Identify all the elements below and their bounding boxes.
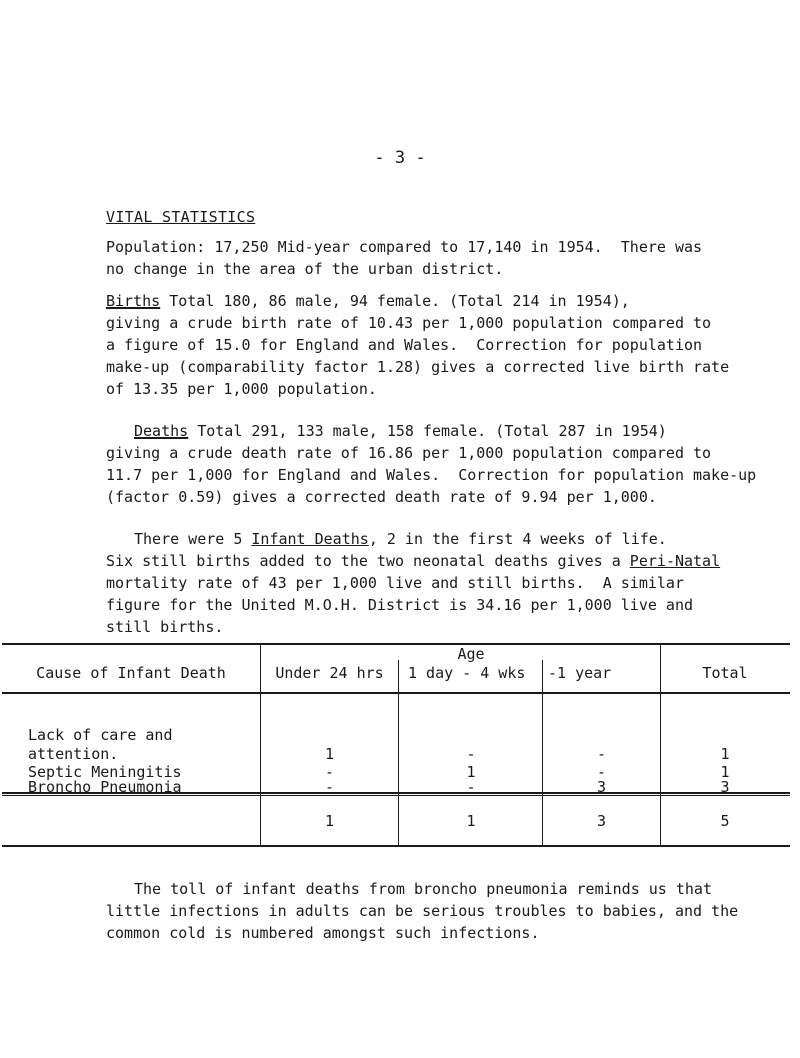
row-day-4wks: 1 bbox=[466, 763, 476, 781]
births-text: Total 180, 86 male, 94 female. (Total 214 in 1954), bbox=[160, 292, 630, 310]
row-under-24: 1 bbox=[324, 745, 335, 763]
closing-line: little infections in adults can be serious troubles to babies, and the bbox=[106, 902, 739, 920]
table-top-rule bbox=[2, 643, 790, 645]
births-label: Births bbox=[106, 292, 161, 310]
births-line: of 13.35 per 1,000 population. bbox=[106, 380, 377, 398]
infant-text: , 2 in the first 4 weeks of life. bbox=[368, 530, 667, 548]
infant-line: still births. bbox=[106, 618, 224, 636]
total-day-4wks: 1 bbox=[466, 812, 476, 830]
infant-text: There were 5 bbox=[134, 530, 252, 548]
row-cause: attention. bbox=[28, 745, 119, 763]
infant-line: mortality rate of 43 per 1,000 live and still births. A similar bbox=[106, 574, 684, 592]
total-year: 3 bbox=[596, 812, 607, 830]
table-bottom-rule bbox=[2, 845, 790, 847]
row-total: 1 bbox=[720, 745, 730, 763]
peri-natal-term: Peri-Natal bbox=[629, 552, 721, 570]
infant-line: figure for the United M.O.H. District is 34.16 per 1,000 live and bbox=[106, 596, 693, 614]
total-total: 5 bbox=[720, 812, 730, 830]
closing-paragraph bbox=[106, 878, 756, 944]
row-cause: Broncho Pneumonia bbox=[28, 778, 182, 796]
row-day-4wks: - bbox=[466, 745, 476, 763]
header-under-24: Under 24 hrs bbox=[275, 664, 384, 682]
row-day-4wks: - bbox=[466, 778, 476, 796]
row-under-24: - bbox=[324, 763, 335, 781]
row-cause: Lack of care and bbox=[28, 726, 173, 744]
row-year: 3 bbox=[596, 778, 607, 796]
infant-text: Six still births added to the two neonatal deaths gives a bbox=[106, 552, 630, 570]
deaths-label: Deaths bbox=[134, 422, 189, 440]
deaths-line: (factor 0.59) gives a corrected death rate of 9.94 per 1,000. bbox=[106, 488, 657, 506]
population-line: Population: 17,250 Mid-year compared to 17,140 in 1954. There was bbox=[106, 238, 703, 256]
births-line: make-up (comparability factor 1.28) gives a corrected live birth rate bbox=[106, 358, 730, 376]
infant-deaths-term: Infant Deaths bbox=[251, 530, 369, 548]
row-year: - bbox=[596, 763, 607, 781]
deaths-text: Total 291, 133 male, 158 female. (Total 287 in 1954) bbox=[188, 422, 667, 440]
closing-line: The toll of infant deaths from broncho pneumonia reminds us that bbox=[134, 880, 712, 898]
header-cause: Cause of Infant Death bbox=[36, 664, 226, 682]
deaths-line: 11.7 per 1,000 for England and Wales. Correction for population make-up bbox=[106, 466, 757, 484]
population-line: no change in the area of the urban district. bbox=[106, 260, 504, 278]
header-day-4wks: 1 day - 4 wks bbox=[408, 664, 526, 682]
header-age: Age bbox=[457, 645, 485, 663]
row-total: 1 bbox=[720, 763, 730, 781]
table-header-rule bbox=[2, 692, 790, 694]
row-year: - bbox=[596, 745, 607, 763]
header-year: -1 year bbox=[548, 664, 612, 682]
row-total: 3 bbox=[720, 778, 730, 796]
header-total: Total bbox=[702, 664, 748, 682]
births-line: giving a crude birth rate of 10.43 per 1,000 population compared to bbox=[106, 314, 712, 332]
total-under-24: 1 bbox=[324, 812, 335, 830]
row-under-24: - bbox=[324, 778, 335, 796]
table-col-rule bbox=[398, 660, 399, 847]
page-number: - 3 - bbox=[374, 148, 426, 168]
deaths-line: giving a crude death rate of 16.86 per 1,000 population compared to bbox=[106, 444, 712, 462]
row-cause: Septic Meningitis bbox=[28, 763, 182, 781]
births-line: a figure of 15.0 for England and Wales. Correction for population bbox=[106, 336, 703, 354]
closing-line: common cold is numbered amongst such infections. bbox=[106, 924, 540, 942]
section-heading: VITAL STATISTICS bbox=[106, 208, 256, 226]
